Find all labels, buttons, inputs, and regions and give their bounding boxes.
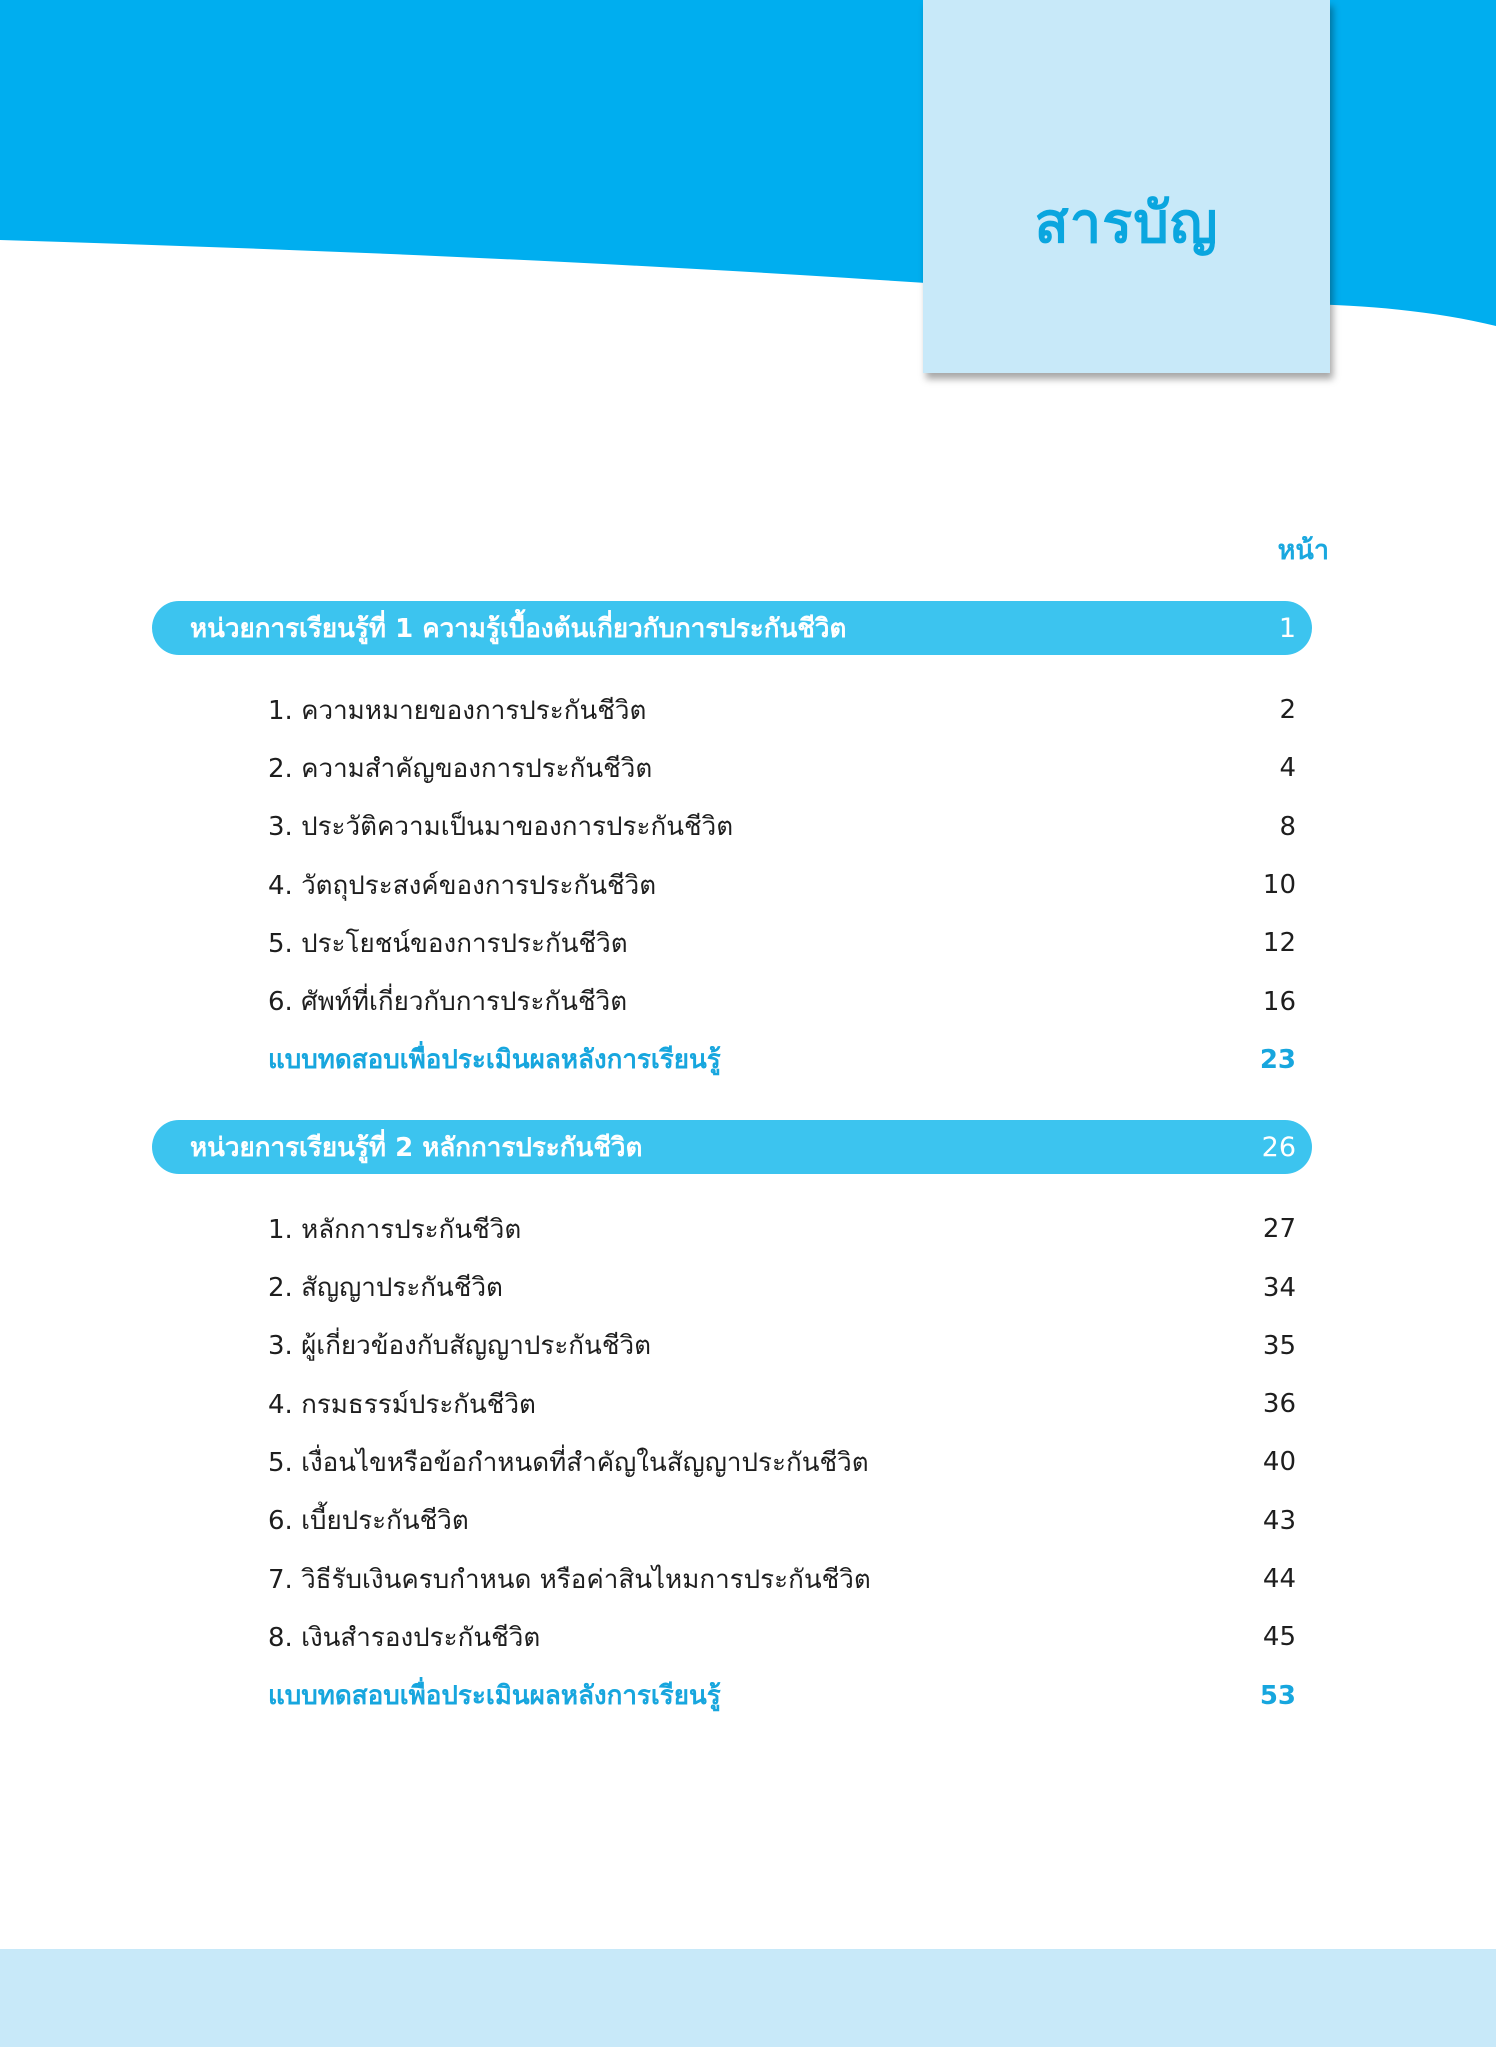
toc-entry-page: 35 xyxy=(1262,1330,1296,1361)
unit-heading-page: 1 xyxy=(1278,612,1296,644)
toc-entry-page: 40 xyxy=(1262,1447,1296,1478)
toc-entry[interactable] xyxy=(268,1492,1296,1550)
toc-entry-label: 2. สัญญาประกันชีวิต xyxy=(268,1273,503,1304)
footer-band xyxy=(0,1949,1496,2047)
toc-entry[interactable] xyxy=(268,1258,1296,1316)
toc-entry-label: 4. วัตถุประสงค์ของการประกันชีวิต xyxy=(268,870,657,901)
table-of-contents xyxy=(152,601,1312,1725)
toc-entry-label: แบบทดสอบเพื่อประเมินผลหลังการเรียนรู้ xyxy=(268,1681,721,1712)
toc-entry[interactable] xyxy=(268,1608,1296,1666)
toc-entry-test[interactable] xyxy=(268,1666,1296,1724)
page-title: สารบัญ xyxy=(1034,191,1219,256)
unit-heading-page: 26 xyxy=(1261,1131,1296,1163)
toc-entry[interactable] xyxy=(268,972,1296,1030)
toc-entry[interactable] xyxy=(268,1200,1296,1258)
toc-entry-page: 4 xyxy=(1279,753,1296,784)
toc-entry-label: 3. ประวัติความเป็นมาของการประกันชีวิต xyxy=(268,812,734,843)
toc-entry-page: 44 xyxy=(1262,1564,1296,1594)
toc-entry[interactable] xyxy=(268,1433,1296,1491)
toc-entry[interactable] xyxy=(268,1317,1296,1375)
toc-entry-label: 6. เบี้ยประกันชีวิต xyxy=(268,1506,469,1537)
toc-entry-label: 1. ความหมายของการประกันชีวิต xyxy=(268,695,647,726)
toc-entry[interactable] xyxy=(268,1375,1296,1433)
title-box xyxy=(923,0,1330,373)
unit-heading-1[interactable] xyxy=(152,601,1312,655)
unit-heading-title: หน่วยการเรียนรู้ที่ 1 ความรู้เบื้องต้นเกี่ยวกับการประกันชีวิต xyxy=(190,613,847,644)
toc-entry-page: 16 xyxy=(1262,986,1296,1017)
unit-heading-title: หน่วยการเรียนรู้ที่ 2 หลักการประกันชีวิต xyxy=(190,1132,643,1163)
toc-entry-label: 5. ประโยชน์ของการประกันชีวิต xyxy=(268,928,628,959)
toc-entry-page: 23 xyxy=(1259,1044,1296,1075)
toc-entry-page: 34 xyxy=(1262,1272,1296,1303)
toc-entry-page: 10 xyxy=(1262,870,1296,901)
toc-entry-label: 8. เงินสำรองประกันชีวิต xyxy=(268,1622,541,1653)
toc-entry-label: 1. หลักการประกันชีวิต xyxy=(268,1214,522,1245)
toc-entry-page: 53 xyxy=(1259,1680,1296,1711)
page-column-label: หน้า xyxy=(1277,535,1329,566)
unit-heading-2[interactable] xyxy=(152,1120,1312,1174)
toc-entry-label: 6. ศัพท์ที่เกี่ยวกับการประกันชีวิต xyxy=(268,987,628,1018)
toc-entry-page: 43 xyxy=(1262,1505,1296,1536)
toc-entry[interactable] xyxy=(268,798,1296,856)
toc-entry-label: 7. วิธีรับเงินครบกำหนด หรือค่าสินไหมการประกันชีวิต xyxy=(268,1564,871,1595)
toc-entry-page: 45 xyxy=(1262,1622,1296,1653)
toc-entry-page: 8 xyxy=(1279,811,1296,842)
section-spacer xyxy=(152,1089,1312,1120)
toc-entry-page: 27 xyxy=(1262,1214,1296,1245)
toc-entry[interactable] xyxy=(268,681,1296,739)
toc-entry[interactable] xyxy=(268,856,1296,914)
toc-entry-page: 2 xyxy=(1279,695,1296,726)
unit-2-items xyxy=(152,1174,1312,1725)
toc-entry-page: 12 xyxy=(1262,928,1296,959)
toc-entry[interactable] xyxy=(268,1550,1296,1608)
toc-entry-label: 5. เงื่อนไขหรือข้อกำหนดที่สำคัญในสัญญาประกันชีวิต xyxy=(268,1447,869,1478)
toc-entry[interactable] xyxy=(268,914,1296,972)
toc-entry-label: 3. ผู้เกี่ยวข้องกับสัญญาประกันชีวิต xyxy=(268,1331,651,1362)
unit-1-items xyxy=(152,655,1312,1089)
toc-entry[interactable] xyxy=(268,739,1296,797)
toc-entry-label: 4. กรมธรรม์ประกันชีวิต xyxy=(268,1389,536,1420)
toc-entry-test[interactable] xyxy=(268,1031,1296,1089)
toc-entry-label: 2. ความสำคัญของการประกันชีวิต xyxy=(268,753,653,784)
toc-entry-label: แบบทดสอบเพื่อประเมินผลหลังการเรียนรู้ xyxy=(268,1045,721,1076)
toc-entry-page: 36 xyxy=(1262,1389,1296,1420)
